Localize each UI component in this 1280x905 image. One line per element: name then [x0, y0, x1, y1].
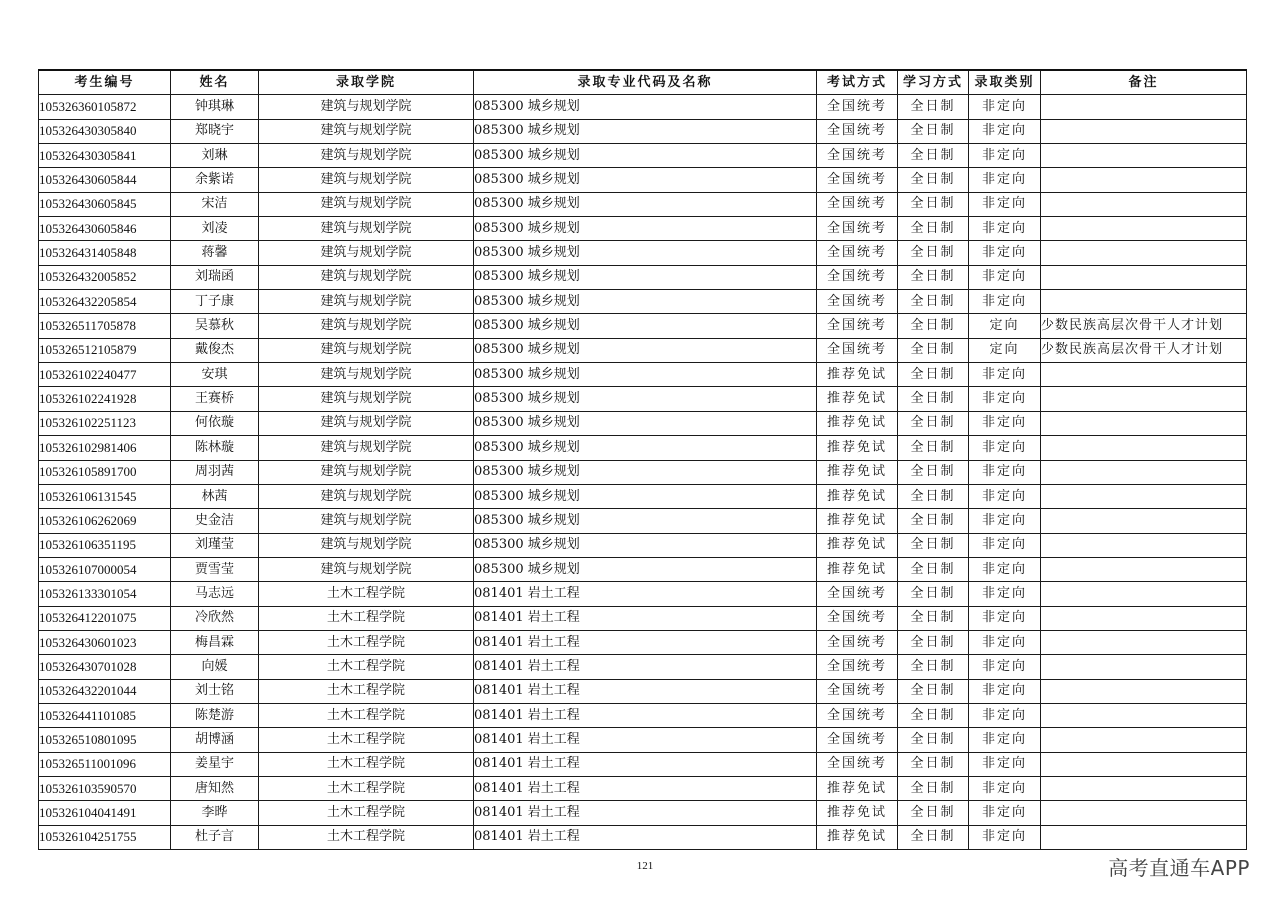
- cell-name: 刘士铭: [171, 679, 259, 703]
- cell-college: 建筑与规划学院: [259, 436, 474, 460]
- cell-remarks: [1041, 411, 1247, 435]
- cell-remarks: [1041, 752, 1247, 776]
- table-row: [39, 703, 1247, 727]
- cell-exam-type: 推荐免试: [817, 825, 898, 849]
- cell-remarks: [1041, 290, 1247, 314]
- cell-remarks: [1041, 95, 1247, 119]
- cell-student-id: 105326430605845: [39, 192, 171, 216]
- cell-exam-type: 全国统考: [817, 679, 898, 703]
- cell-major: 085300 城乡规划: [474, 557, 817, 581]
- table-row: [39, 630, 1247, 654]
- cell-exam-type: 全国统考: [817, 241, 898, 265]
- cell-major: 085300 城乡规划: [474, 411, 817, 435]
- cell-college: 建筑与规划学院: [259, 144, 474, 168]
- cell-name: 周羽茜: [171, 460, 259, 484]
- cell-major: 085300 城乡规划: [474, 484, 817, 508]
- cell-name: 陈楚游: [171, 703, 259, 727]
- cell-major: 081401 岩土工程: [474, 752, 817, 776]
- cell-college: 建筑与规划学院: [259, 411, 474, 435]
- cell-remarks: [1041, 679, 1247, 703]
- cell-remarks: [1041, 557, 1247, 581]
- cell-admission-type: 非定向: [969, 95, 1041, 119]
- table-row: [39, 265, 1247, 289]
- cell-exam-type: 推荐免试: [817, 411, 898, 435]
- cell-exam-type: 推荐免试: [817, 509, 898, 533]
- cell-remarks: [1041, 217, 1247, 241]
- cell-major: 085300 城乡规划: [474, 144, 817, 168]
- cell-study-mode: 全日制: [898, 752, 969, 776]
- cell-college: 建筑与规划学院: [259, 314, 474, 338]
- cell-remarks: 少数民族高层次骨干人才计划: [1041, 314, 1247, 338]
- header-college: 录取学院: [259, 70, 474, 95]
- cell-college: 土木工程学院: [259, 752, 474, 776]
- cell-admission-type: 非定向: [969, 265, 1041, 289]
- cell-name: 马志远: [171, 582, 259, 606]
- cell-study-mode: 全日制: [898, 484, 969, 508]
- cell-college: 建筑与规划学院: [259, 241, 474, 265]
- cell-admission-type: 非定向: [969, 630, 1041, 654]
- cell-major: 081401 岩土工程: [474, 728, 817, 752]
- cell-major: 085300 城乡规划: [474, 460, 817, 484]
- cell-exam-type: 全国统考: [817, 630, 898, 654]
- cell-major: 081401 岩土工程: [474, 801, 817, 825]
- cell-admission-type: 非定向: [969, 533, 1041, 557]
- cell-name: 贾雪莹: [171, 557, 259, 581]
- cell-college: 土木工程学院: [259, 703, 474, 727]
- cell-admission-type: 非定向: [969, 825, 1041, 849]
- table-row: [39, 509, 1247, 533]
- cell-college: 建筑与规划学院: [259, 217, 474, 241]
- header-remarks: 备注: [1041, 70, 1247, 95]
- cell-name: 何依璇: [171, 411, 259, 435]
- cell-remarks: [1041, 484, 1247, 508]
- cell-name: 余紫诺: [171, 168, 259, 192]
- cell-admission-type: 非定向: [969, 363, 1041, 387]
- cell-study-mode: 全日制: [898, 290, 969, 314]
- table-row: [39, 533, 1247, 557]
- cell-college: 建筑与规划学院: [259, 363, 474, 387]
- cell-study-mode: 全日制: [898, 192, 969, 216]
- cell-study-mode: 全日制: [898, 265, 969, 289]
- cell-exam-type: 全国统考: [817, 314, 898, 338]
- table-row: [39, 363, 1247, 387]
- cell-name: 姜星宇: [171, 752, 259, 776]
- cell-student-id: 105326510801095: [39, 728, 171, 752]
- table-row: [39, 801, 1247, 825]
- cell-major: 081401 岩土工程: [474, 630, 817, 654]
- cell-admission-type: 非定向: [969, 557, 1041, 581]
- table-row: [39, 728, 1247, 752]
- cell-remarks: [1041, 509, 1247, 533]
- table-row: [39, 144, 1247, 168]
- cell-remarks: [1041, 606, 1247, 630]
- cell-college: 建筑与规划学院: [259, 484, 474, 508]
- cell-student-id: 105326102251123: [39, 411, 171, 435]
- cell-remarks: [1041, 776, 1247, 800]
- cell-college: 建筑与规划学院: [259, 509, 474, 533]
- table-row: [39, 241, 1247, 265]
- cell-major: 081401 岩土工程: [474, 606, 817, 630]
- cell-name: 刘凌: [171, 217, 259, 241]
- cell-study-mode: 全日制: [898, 460, 969, 484]
- cell-admission-type: 非定向: [969, 679, 1041, 703]
- header-study-mode: 学习方式: [898, 70, 969, 95]
- cell-exam-type: 全国统考: [817, 217, 898, 241]
- table-row: [39, 217, 1247, 241]
- cell-exam-type: 全国统考: [817, 703, 898, 727]
- cell-college: 建筑与规划学院: [259, 533, 474, 557]
- cell-major: 085300 城乡规划: [474, 119, 817, 143]
- cell-major: 085300 城乡规划: [474, 95, 817, 119]
- header-exam-type: 考试方式: [817, 70, 898, 95]
- cell-student-id: 105326106131545: [39, 484, 171, 508]
- cell-name: 吴慕秋: [171, 314, 259, 338]
- cell-student-id: 105326107000054: [39, 557, 171, 581]
- cell-college: 土木工程学院: [259, 679, 474, 703]
- cell-exam-type: 推荐免试: [817, 484, 898, 508]
- cell-remarks: 少数民族高层次骨干人才计划: [1041, 338, 1247, 362]
- cell-study-mode: 全日制: [898, 703, 969, 727]
- cell-study-mode: 全日制: [898, 606, 969, 630]
- cell-study-mode: 全日制: [898, 363, 969, 387]
- cell-college: 土木工程学院: [259, 825, 474, 849]
- cell-major: 085300 城乡规划: [474, 338, 817, 362]
- cell-study-mode: 全日制: [898, 728, 969, 752]
- cell-student-id: 105326432201044: [39, 679, 171, 703]
- cell-exam-type: 全国统考: [817, 582, 898, 606]
- table-row: [39, 95, 1247, 119]
- cell-remarks: [1041, 728, 1247, 752]
- table-row: [39, 484, 1247, 508]
- table-row: [39, 314, 1247, 338]
- cell-name: 蒋馨: [171, 241, 259, 265]
- table-row: [39, 411, 1247, 435]
- cell-name: 冷欣然: [171, 606, 259, 630]
- cell-name: 刘琳: [171, 144, 259, 168]
- table-row: [39, 168, 1247, 192]
- cell-remarks: [1041, 630, 1247, 654]
- cell-remarks: [1041, 533, 1247, 557]
- cell-major: 085300 城乡规划: [474, 265, 817, 289]
- cell-name: 向媛: [171, 655, 259, 679]
- cell-study-mode: 全日制: [898, 582, 969, 606]
- cell-admission-type: 非定向: [969, 290, 1041, 314]
- cell-admission-type: 非定向: [969, 119, 1041, 143]
- table-row: [39, 752, 1247, 776]
- cell-admission-type: 非定向: [969, 655, 1041, 679]
- cell-study-mode: 全日制: [898, 411, 969, 435]
- cell-study-mode: 全日制: [898, 509, 969, 533]
- cell-exam-type: 推荐免试: [817, 557, 898, 581]
- cell-college: 土木工程学院: [259, 630, 474, 654]
- table-row: [39, 606, 1247, 630]
- table-row: [39, 192, 1247, 216]
- cell-major: 081401 岩土工程: [474, 703, 817, 727]
- cell-student-id: 105326102240477: [39, 363, 171, 387]
- cell-name: 郑晓宇: [171, 119, 259, 143]
- cell-remarks: [1041, 168, 1247, 192]
- cell-college: 土木工程学院: [259, 582, 474, 606]
- cell-study-mode: 全日制: [898, 776, 969, 800]
- table-row: [39, 460, 1247, 484]
- cell-student-id: 105326431405848: [39, 241, 171, 265]
- cell-major: 085300 城乡规划: [474, 533, 817, 557]
- cell-study-mode: 全日制: [898, 338, 969, 362]
- cell-study-mode: 全日制: [898, 314, 969, 338]
- cell-study-mode: 全日制: [898, 557, 969, 581]
- cell-admission-type: 非定向: [969, 460, 1041, 484]
- cell-study-mode: 全日制: [898, 655, 969, 679]
- cell-student-id: 105326432005852: [39, 265, 171, 289]
- cell-exam-type: 全国统考: [817, 290, 898, 314]
- cell-remarks: [1041, 241, 1247, 265]
- cell-exam-type: 全国统考: [817, 606, 898, 630]
- cell-college: 建筑与规划学院: [259, 290, 474, 314]
- cell-study-mode: 全日制: [898, 144, 969, 168]
- cell-major: 081401 岩土工程: [474, 825, 817, 849]
- table-body: [39, 95, 1247, 850]
- cell-student-id: 105326360105872: [39, 95, 171, 119]
- cell-student-id: 105326106262069: [39, 509, 171, 533]
- cell-admission-type: 非定向: [969, 728, 1041, 752]
- cell-name: 胡博涵: [171, 728, 259, 752]
- cell-exam-type: 推荐免试: [817, 776, 898, 800]
- cell-study-mode: 全日制: [898, 679, 969, 703]
- cell-name: 钟琪琳: [171, 95, 259, 119]
- cell-major: 085300 城乡规划: [474, 168, 817, 192]
- cell-college: 建筑与规划学院: [259, 192, 474, 216]
- cell-student-id: 105326432205854: [39, 290, 171, 314]
- table-row: [39, 679, 1247, 703]
- cell-exam-type: 全国统考: [817, 728, 898, 752]
- cell-college: 土木工程学院: [259, 801, 474, 825]
- cell-admission-type: 定向: [969, 314, 1041, 338]
- cell-name: 刘瑾莹: [171, 533, 259, 557]
- cell-student-id: 105326430305840: [39, 119, 171, 143]
- cell-college: 土木工程学院: [259, 776, 474, 800]
- cell-remarks: [1041, 265, 1247, 289]
- table-row: [39, 436, 1247, 460]
- cell-name: 杜子言: [171, 825, 259, 849]
- cell-exam-type: 全国统考: [817, 655, 898, 679]
- cell-name: 梅昌霖: [171, 630, 259, 654]
- cell-study-mode: 全日制: [898, 630, 969, 654]
- cell-exam-type: 全国统考: [817, 95, 898, 119]
- cell-name: 唐知然: [171, 776, 259, 800]
- cell-study-mode: 全日制: [898, 95, 969, 119]
- cell-remarks: [1041, 801, 1247, 825]
- header-name: 姓名: [171, 70, 259, 95]
- cell-college: 建筑与规划学院: [259, 557, 474, 581]
- cell-major: 085300 城乡规划: [474, 217, 817, 241]
- cell-student-id: 105326511001096: [39, 752, 171, 776]
- cell-college: 建筑与规划学院: [259, 119, 474, 143]
- cell-college: 建筑与规划学院: [259, 168, 474, 192]
- cell-student-id: 105326512105879: [39, 338, 171, 362]
- admission-table: [38, 69, 1247, 850]
- cell-major: 081401 岩土工程: [474, 582, 817, 606]
- cell-remarks: [1041, 387, 1247, 411]
- cell-admission-type: 非定向: [969, 168, 1041, 192]
- cell-student-id: 105326430701028: [39, 655, 171, 679]
- cell-major: 085300 城乡规划: [474, 387, 817, 411]
- cell-admission-type: 非定向: [969, 241, 1041, 265]
- cell-name: 安琪: [171, 363, 259, 387]
- cell-major: 085300 城乡规划: [474, 436, 817, 460]
- cell-student-id: 105326104041491: [39, 801, 171, 825]
- cell-remarks: [1041, 460, 1247, 484]
- cell-exam-type: 推荐免试: [817, 387, 898, 411]
- cell-exam-type: 全国统考: [817, 192, 898, 216]
- cell-major: 085300 城乡规划: [474, 241, 817, 265]
- cell-remarks: [1041, 119, 1247, 143]
- cell-remarks: [1041, 144, 1247, 168]
- cell-admission-type: 非定向: [969, 436, 1041, 460]
- cell-admission-type: 非定向: [969, 411, 1041, 435]
- cell-study-mode: 全日制: [898, 241, 969, 265]
- cell-student-id: 105326106351195: [39, 533, 171, 557]
- cell-student-id: 105326430601023: [39, 630, 171, 654]
- cell-admission-type: 非定向: [969, 606, 1041, 630]
- cell-remarks: [1041, 655, 1247, 679]
- cell-name: 史金洁: [171, 509, 259, 533]
- cell-student-id: 105326103590570: [39, 776, 171, 800]
- cell-admission-type: 非定向: [969, 801, 1041, 825]
- cell-name: 陈林璇: [171, 436, 259, 460]
- cell-name: 王赛桥: [171, 387, 259, 411]
- cell-name: 刘瑞函: [171, 265, 259, 289]
- cell-student-id: 105326430605844: [39, 168, 171, 192]
- cell-study-mode: 全日制: [898, 436, 969, 460]
- cell-study-mode: 全日制: [898, 168, 969, 192]
- cell-student-id: 105326441101085: [39, 703, 171, 727]
- cell-study-mode: 全日制: [898, 825, 969, 849]
- cell-college: 土木工程学院: [259, 606, 474, 630]
- table-row: [39, 582, 1247, 606]
- cell-exam-type: 全国统考: [817, 144, 898, 168]
- cell-major: 085300 城乡规划: [474, 314, 817, 338]
- header-major: 录取专业代码及名称: [474, 70, 817, 95]
- cell-student-id: 105326102981406: [39, 436, 171, 460]
- cell-college: 建筑与规划学院: [259, 338, 474, 362]
- header-admission-type: 录取类别: [969, 70, 1041, 95]
- cell-study-mode: 全日制: [898, 119, 969, 143]
- cell-exam-type: 推荐免试: [817, 533, 898, 557]
- table-row: [39, 655, 1247, 679]
- cell-student-id: 105326105891700: [39, 460, 171, 484]
- table-row: [39, 825, 1247, 849]
- cell-admission-type: 非定向: [969, 484, 1041, 508]
- cell-college: 建筑与规划学院: [259, 265, 474, 289]
- cell-student-id: 105326102241928: [39, 387, 171, 411]
- cell-exam-type: 全国统考: [817, 338, 898, 362]
- cell-major: 085300 城乡规划: [474, 363, 817, 387]
- cell-remarks: [1041, 192, 1247, 216]
- cell-admission-type: 非定向: [969, 752, 1041, 776]
- header-student-id: 考生编号: [39, 70, 171, 95]
- cell-exam-type: 全国统考: [817, 119, 898, 143]
- cell-student-id: 105326104251755: [39, 825, 171, 849]
- cell-remarks: [1041, 703, 1247, 727]
- cell-admission-type: 非定向: [969, 703, 1041, 727]
- cell-name: 宋洁: [171, 192, 259, 216]
- cell-remarks: [1041, 825, 1247, 849]
- cell-admission-type: 定向: [969, 338, 1041, 362]
- cell-name: 林茜: [171, 484, 259, 508]
- cell-remarks: [1041, 363, 1247, 387]
- cell-study-mode: 全日制: [898, 387, 969, 411]
- cell-major: 085300 城乡规划: [474, 192, 817, 216]
- cell-study-mode: 全日制: [898, 533, 969, 557]
- cell-admission-type: 非定向: [969, 387, 1041, 411]
- cell-admission-type: 非定向: [969, 776, 1041, 800]
- table-row: [39, 119, 1247, 143]
- cell-college: 土木工程学院: [259, 728, 474, 752]
- cell-student-id: 105326412201075: [39, 606, 171, 630]
- cell-major: 085300 城乡规划: [474, 509, 817, 533]
- cell-student-id: 105326430305841: [39, 144, 171, 168]
- cell-major: 085300 城乡规划: [474, 290, 817, 314]
- cell-admission-type: 非定向: [969, 217, 1041, 241]
- cell-exam-type: 全国统考: [817, 265, 898, 289]
- cell-college: 建筑与规划学院: [259, 387, 474, 411]
- table-row: [39, 776, 1247, 800]
- watermark-text: 高考直通车APP: [1108, 856, 1250, 880]
- cell-remarks: [1041, 582, 1247, 606]
- cell-exam-type: 推荐免试: [817, 460, 898, 484]
- cell-exam-type: 推荐免试: [817, 363, 898, 387]
- cell-admission-type: 非定向: [969, 509, 1041, 533]
- cell-exam-type: 全国统考: [817, 752, 898, 776]
- table-row: [39, 387, 1247, 411]
- cell-exam-type: 推荐免试: [817, 436, 898, 460]
- header-row: [39, 70, 1247, 95]
- cell-admission-type: 非定向: [969, 144, 1041, 168]
- table-row: [39, 338, 1247, 362]
- cell-name: 丁子康: [171, 290, 259, 314]
- cell-name: 李晔: [171, 801, 259, 825]
- cell-study-mode: 全日制: [898, 217, 969, 241]
- page-number: 121: [636, 860, 654, 872]
- cell-college: 土木工程学院: [259, 655, 474, 679]
- cell-admission-type: 非定向: [969, 192, 1041, 216]
- cell-college: 建筑与规划学院: [259, 95, 474, 119]
- cell-name: 戴俊杰: [171, 338, 259, 362]
- cell-student-id: 105326430605846: [39, 217, 171, 241]
- cell-college: 建筑与规划学院: [259, 460, 474, 484]
- cell-student-id: 105326133301054: [39, 582, 171, 606]
- cell-major: 081401 岩土工程: [474, 655, 817, 679]
- table-row: [39, 290, 1247, 314]
- cell-major: 081401 岩土工程: [474, 776, 817, 800]
- cell-remarks: [1041, 436, 1247, 460]
- cell-student-id: 105326511705878: [39, 314, 171, 338]
- table-row: [39, 557, 1247, 581]
- cell-exam-type: 推荐免试: [817, 801, 898, 825]
- cell-major: 081401 岩土工程: [474, 679, 817, 703]
- cell-admission-type: 非定向: [969, 582, 1041, 606]
- cell-exam-type: 全国统考: [817, 168, 898, 192]
- cell-study-mode: 全日制: [898, 801, 969, 825]
